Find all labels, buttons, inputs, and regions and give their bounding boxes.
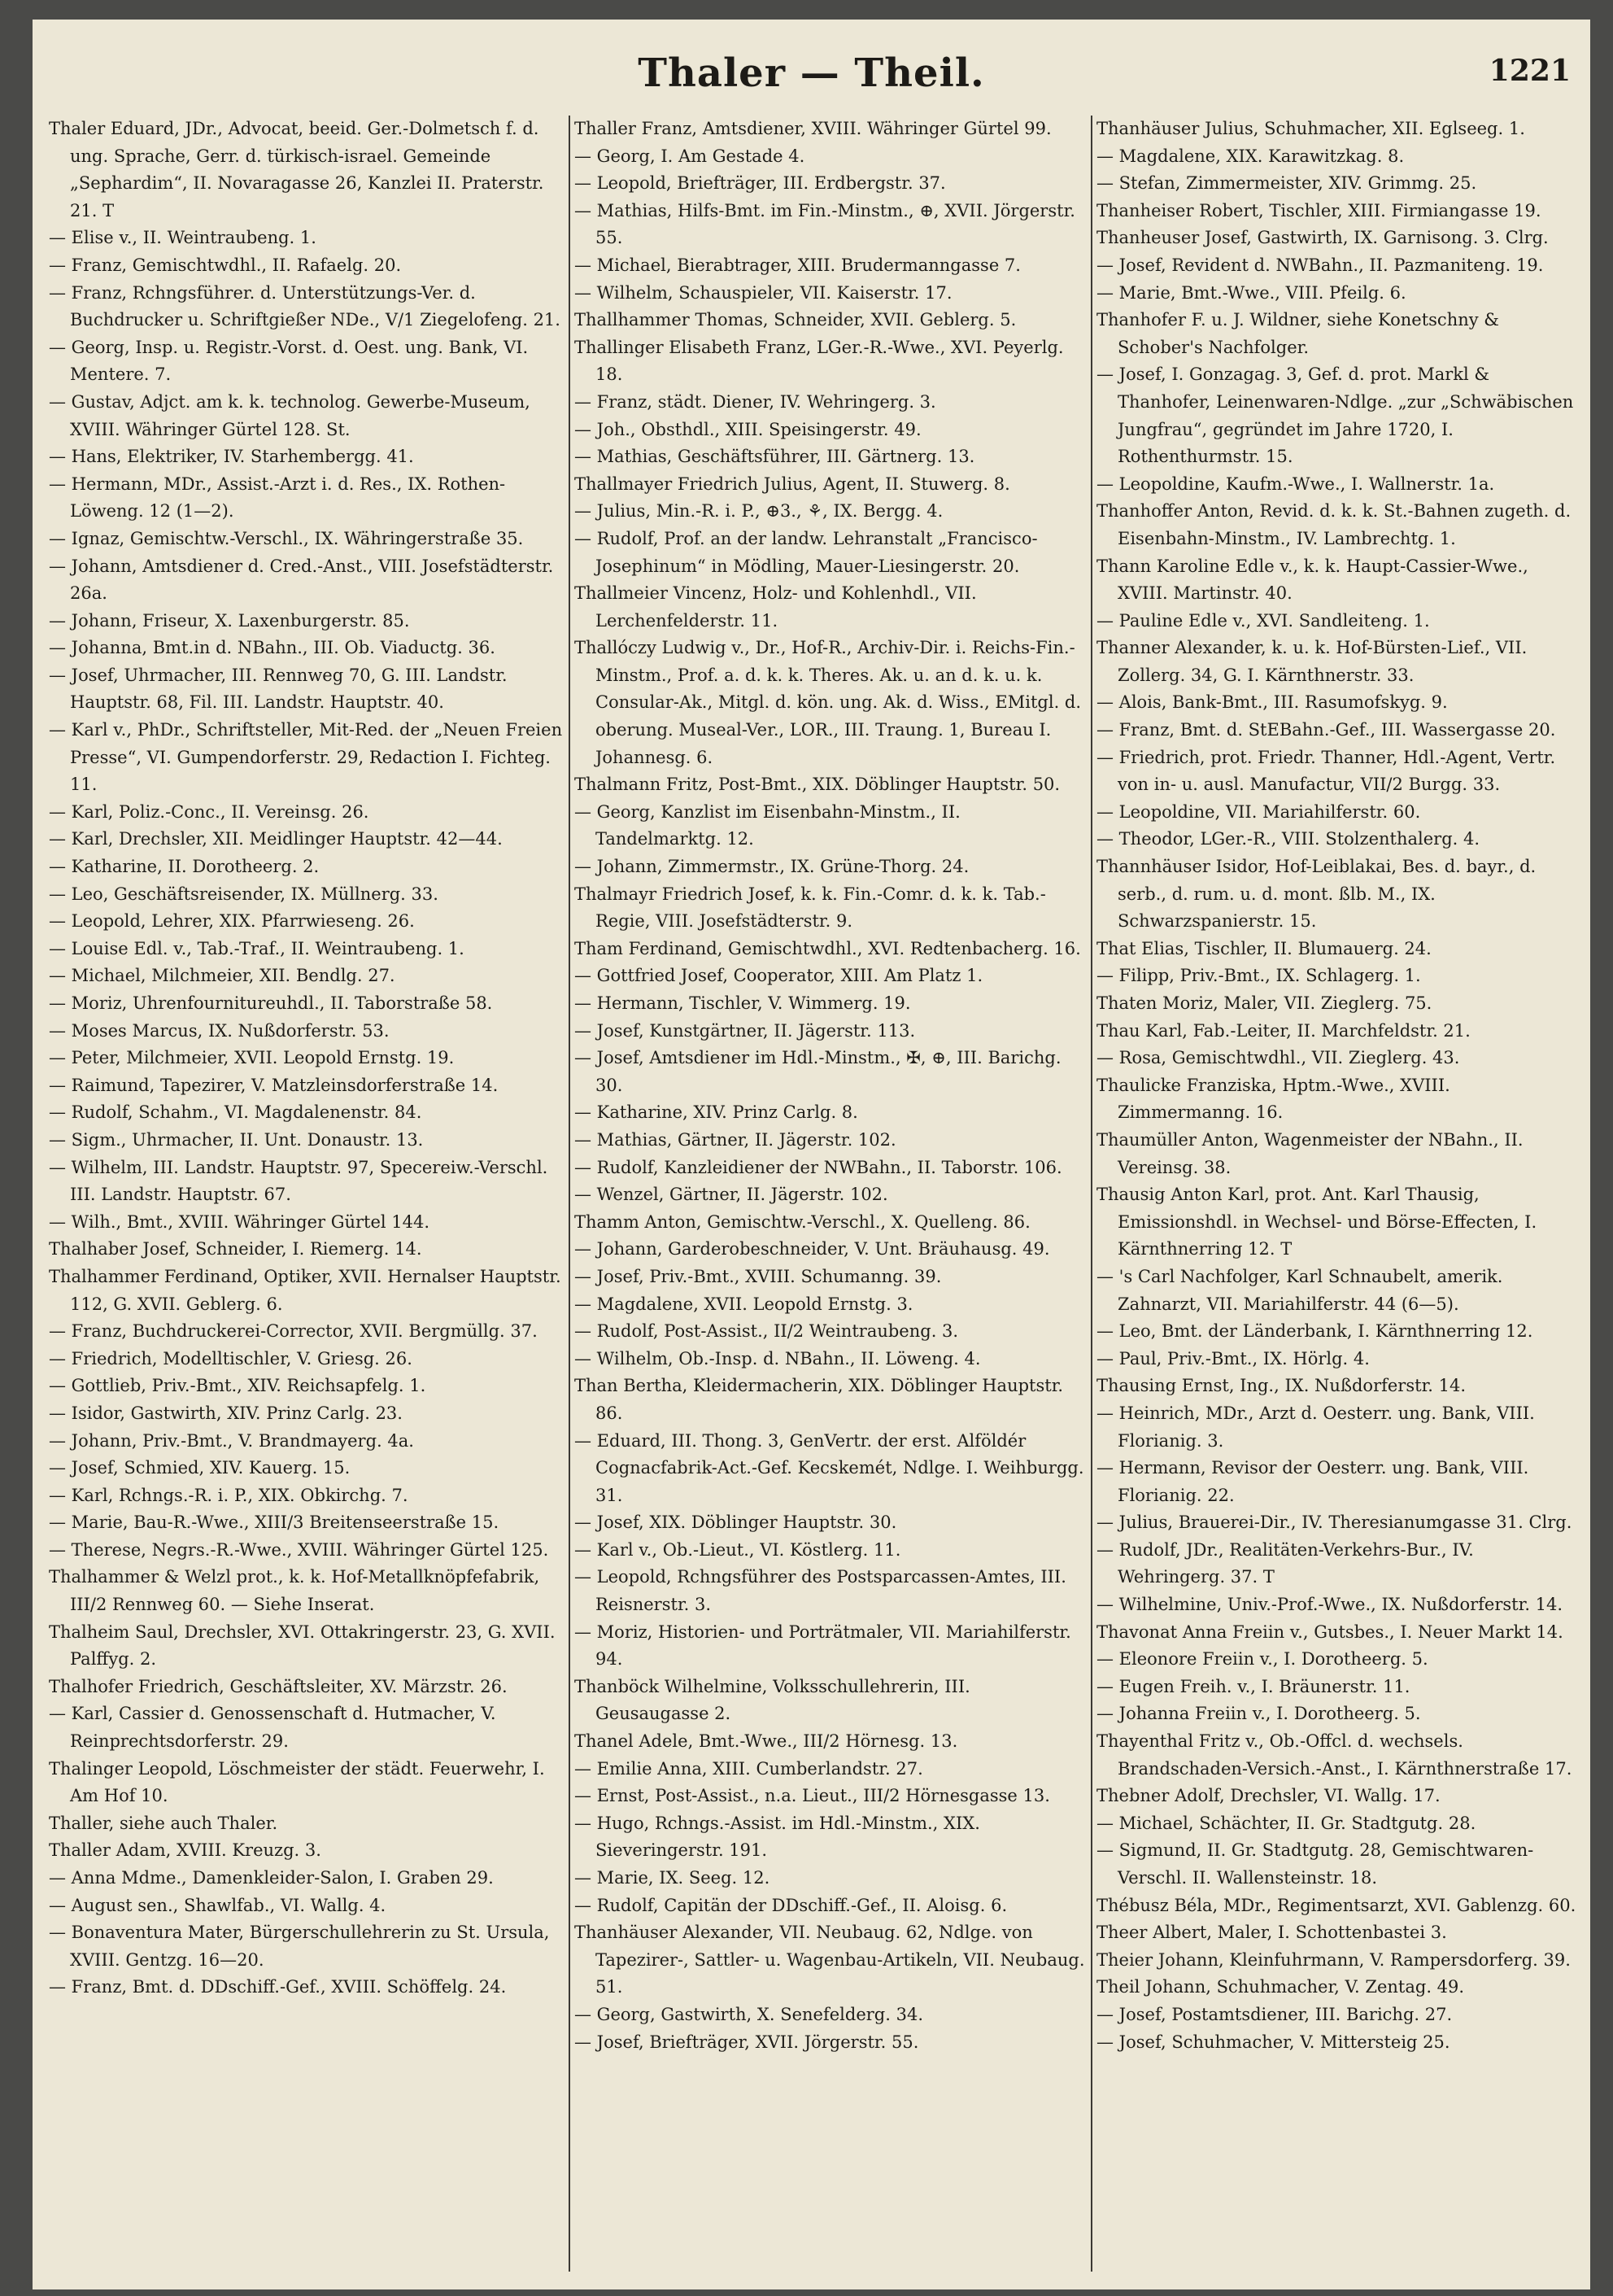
directory-entry: — Karl, Cassier d. Genossenschaft d. Hutmacher, V. Reinprechtsdorferstr. 29.	[49, 1704, 496, 1752]
directory-entry: — Sigmund, II. Gr. Stadtgutg. 28, Gemischtwaren-Verschl. II. Wallensteinstr. 18.	[1096, 1840, 1534, 1888]
directory-entry: — Josef, Kunstgärtner, II. Jägerstr. 113.	[574, 1020, 916, 1041]
directory-entry: — Joh., Obsthdl., XIII. Speisingerstr. 49.	[574, 419, 922, 439]
directory-entry: — Marie, IX. Seeg. 12.	[574, 1868, 770, 1888]
directory-entry: — Johann, Amtsdiener d. Cred.-Anst., VIII. Josefstädterstr. 26a.	[49, 556, 554, 604]
directory-entry: — Anna Mdme., Damenkleider-Salon, I. Graben 29.	[49, 1868, 494, 1888]
directory-entry: Thaller Franz, Amtsdiener, XVIII. Währinger Gürtel 99.	[574, 119, 1052, 138]
directory-entry: — Leo, Geschäftsreisender, IX. Müllnerg. 33.	[49, 884, 438, 904]
directory-entry: — Leo, Bmt. der Länderbank, I. Kärnthnerring 12.	[1096, 1321, 1533, 1342]
directory-entry: — Karl v., PhDr., Schriftsteller, Mit-Red. der „Neuen Freien Presse“, VI. Gumpendorferstr. 29, Redaction I. Fichteg. 11.	[49, 720, 563, 795]
directory-entry: Thalmann Fritz, Post-Bmt., XIX. Döblinger Hauptstr. 50.	[574, 775, 1061, 795]
directory-entry: Thanel Adele, Bmt.-Wwe., III/2 Hörnesg. 13.	[574, 1731, 958, 1752]
directory-entry: Thalheim Saul, Drechsler, XVI. Ottakringerstr. 23, G. XVII. Palffyg. 2.	[49, 1622, 556, 1670]
directory-entry: — Hans, Elektriker, IV. Starhembergg. 41.	[49, 447, 414, 467]
directory-entry: Thalinger Leopold, Löschmeister der städt. Feuerwehr, I. Am Hof 10.	[49, 1758, 545, 1806]
directory-entry: — Johann, Priv.-Bmt., V. Brandmayerg. 4a.	[49, 1430, 414, 1451]
directory-entry: Thanhofer F. u. J. Wildner, siehe Konetschny & Schober's Nachfolger.	[1096, 310, 1499, 357]
directory-entry: Thalhofer Friedrich, Geschäftsleiter, XV. Märzstr. 26.	[49, 1676, 508, 1696]
directory-column-3	[1096, 116, 1576, 2280]
directory-entry: — Georg, Insp. u. Registr.-Vorst. d. Oest. ung. Bank, VI. Mentere. 7.	[49, 337, 529, 385]
directory-entry: Thau Karl, Fab.-Leiter, II. Marchfeldstr. 21.	[1096, 1020, 1471, 1041]
directory-entry: — Wilhelm, III. Landstr. Hauptstr. 97, Specereiw.-Verschl. III. Landstr. Hauptstr. 67.	[49, 1157, 548, 1205]
directory-entry: — Isidor, Gastwirth, XIV. Prinz Carlg. 23.	[49, 1403, 403, 1423]
directory-entry: Thallmayer Friedrich Julius, Agent, II. Stuwerg. 8.	[574, 474, 1010, 494]
directory-entry: — Franz, Buchdruckerei-Corrector, XVII. Bergmüllg. 37.	[49, 1321, 538, 1342]
directory-entry: — Mathias, Gärtner, II. Jägerstr. 102.	[574, 1129, 896, 1150]
directory-entry: — Katharine, XIV. Prinz Carlg. 8.	[574, 1102, 858, 1123]
directory-entry: — Josef, Priv.-Bmt., XVIII. Schumanng. 39.	[574, 1266, 942, 1286]
column-divider	[569, 116, 570, 2272]
directory-entry: Theil Johann, Schuhmacher, V. Zentag. 49.	[1096, 1977, 1465, 1997]
directory-entry: — Johann, Zimmermstr., IX. Grüne-Thorg. 24.	[574, 857, 970, 877]
directory-entry: — Josef, Revident d. NWBahn., II. Pazmaniteng. 19.	[1096, 255, 1544, 275]
directory-entry: Thanhäuser Alexander, VII. Neubaug. 62, Ndlge. von Tapezirer-, Sattler- u. Wagenbau-Artikeln, VII. Neubaug. 51.	[574, 1923, 1085, 1997]
directory-entry: — Julius, Brauerei-Dir., IV. Theresianumgasse 31. Clrg.	[1096, 1512, 1572, 1533]
directory-entry: — Moriz, Uhrenfournitureuhdl., II. Taborstraße 58.	[49, 993, 493, 1013]
directory-entry: — Rudolf, Post-Assist., II/2 Weintraubeng. 3.	[574, 1321, 959, 1342]
directory-entry: — Johann, Friseur, X. Laxenburgerstr. 85.	[49, 610, 410, 631]
directory-entry: — Franz, städt. Diener, IV. Wehringerg. 3.	[574, 391, 936, 412]
directory-entry: — Emilie Anna, XIII. Cumberlandstr. 27.	[574, 1758, 923, 1779]
directory-entry: — Hermann, Revisor der Oesterr. ung. Bank, VIII. Florianig. 22.	[1096, 1458, 1529, 1505]
directory-entry: That Elias, Tischler, II. Blumauerg. 24.	[1096, 938, 1432, 958]
directory-entry: Thanner Alexander, k. u. k. Hof-Bürsten-Lief., VII. Zollerg. 34, G. I. Kärnthnerstr. 33.	[1096, 638, 1528, 685]
directory-entry: — Hermann, MDr., Assist.-Arzt i. d. Res., IX. Rothen-Löweng. 12 (1—2).	[49, 474, 506, 522]
directory-entry: — Wilhelm, Schauspieler, VII. Kaiserstr. 17.	[574, 282, 953, 303]
directory-entry: — 's Carl Nachfolger, Karl Schnaubelt, amerik. Zahnarzt, VII. Mariahilferstr. 44 (6—5).	[1096, 1266, 1503, 1314]
directory-entry: — Wenzel, Gärtner, II. Jägerstr. 102.	[574, 1185, 888, 1205]
directory-entry: Thallóczy Ludwig v., Dr., Hof-R., Archiv-Dir. i. Reichs-Fin.-Minstm., Prof. a. d. k. k. Theres. Ak. u. an d. k. u. k. Consular-Ak., Mitgl. d. kön. ung. Ak. d. Wiss., EMitgl. d. oberung. Museal-Ver., LOR., III. Traung. 1, Bureau I. Johannesg. 6.	[574, 638, 1082, 767]
directory-entry: Thaller, siehe auch Thaler.	[49, 1813, 278, 1833]
directory-entry: Thalhammer Ferdinand, Optiker, XVII. Hernalser Hauptstr. 112, G. XVII. Geblerg. 6.	[49, 1266, 561, 1314]
directory-entry: — Josef, I. Gonzagag. 3, Gef. d. prot. Markl & Thanhofer, Leinenwaren-Ndlge. „zur „Schwäbischen Jungfrau“, gegründet im Jahre 1720, I. Rothenthurmstr. 15.	[1096, 364, 1574, 467]
directory-entry: — Wilhelm, Ob.-Insp. d. NBahn., II. Löweng. 4.	[574, 1348, 981, 1368]
directory-entry: — Josef, XIX. Döblinger Hauptstr. 30.	[574, 1512, 897, 1533]
directory-entry: — Louise Edl. v., Tab.-Traf., II. Weintraubeng. 1.	[49, 938, 464, 958]
directory-entry: — Julius, Min.-R. i. P., ⊕3., ⚘, IX. Bergg. 4.	[574, 501, 944, 522]
directory-entry: — Elise v., II. Weintraubeng. 1.	[49, 228, 316, 248]
directory-entry: Thalmayr Friedrich Josef, k. k. Fin.-Comr. d. k. k. Tab.-Regie, VIII. Josefstädterstr. 9.	[574, 884, 1046, 932]
directory-entry: — Moses Marcus, IX. Nußdorferstr. 53.	[49, 1020, 390, 1041]
directory-entry: Thayenthal Fritz v., Ob.-Offcl. d. wechsels. Brandschaden-Versich.-Anst., I. Kärnthnerstraße 17.	[1096, 1731, 1572, 1779]
directory-entry: Thebner Adolf, Drechsler, VI. Wallg. 17.	[1096, 1786, 1441, 1806]
page-header	[33, 42, 1590, 112]
directory-entry: — Franz, Rchngsführer. d. Unterstützungs-Ver. d. Buchdrucker u. Schriftgießer NDe., V/1 Ziegelofeng. 21.	[49, 282, 560, 330]
directory-entry: — Franz, Bmt. d. DDschiff.-Gef., XVIII. Schöffelg. 24.	[49, 1977, 507, 1997]
directory-entry: Thausig Anton Karl, prot. Ant. Karl Thausig, Emissionshdl. in Wechsel- und Börse-Effecten, I. Kärnthnerring 12. T	[1096, 1185, 1537, 1259]
directory-entry: Thanhoffer Anton, Revid. d. k. k. St.-Bahnen zugeth. d. Eisenbahn-Minstm., IV. Lambrechtg. 1.	[1096, 501, 1572, 548]
directory-entry: — Ernst, Post-Assist., n.a. Lieut., III/2 Hörnesgasse 13.	[574, 1786, 1050, 1806]
directory-entry: — Leopoldine, VII. Mariahilferstr. 60.	[1096, 801, 1421, 822]
directory-entry: — Wilh., Bmt., XVIII. Währinger Gürtel 144.	[49, 1211, 430, 1232]
directory-entry: — Karl, Poliz.-Conc., II. Vereinsg. 26.	[49, 801, 369, 822]
directory-entry: — Stefan, Zimmermeister, XIV. Grimmg. 25.	[1096, 173, 1477, 194]
directory-entry: — Johann, Garderobeschneider, V. Unt. Bräuhausg. 49.	[574, 1239, 1050, 1259]
directory-entry: — Pauline Edle v., XVI. Sandleiteng. 1.	[1096, 610, 1430, 631]
directory-entry: — Rudolf, Schahm., VI. Magdalenenstr. 84.	[49, 1102, 422, 1123]
directory-entry: — Franz, Gemischtwdhl., II. Rafaelg. 20.	[49, 255, 402, 275]
directory-entry: Theier Johann, Kleinfuhrmann, V. Rampersdorferg. 39.	[1096, 1949, 1571, 1970]
directory-entry: — Gustav, Adjct. am k. k. technolog. Gewerbe-Museum, XVIII. Währinger Gürtel 128. St.	[49, 391, 530, 439]
directory-entry: Thanhäuser Julius, Schuhmacher, XII. Eglseeg. 1.	[1096, 119, 1525, 138]
directory-entry: — Franz, Bmt. d. StEBahn.-Gef., III. Wassergasse 20.	[1096, 720, 1556, 740]
directory-entry: — Johanna, Bmt.in d. NBahn., III. Ob. Viaductg. 36.	[49, 638, 495, 658]
directory-entry: — Eugen Freih. v., I. Bräunerstr. 11.	[1096, 1676, 1410, 1696]
directory-entry: — Hermann, Tischler, V. Wimmerg. 19.	[574, 993, 911, 1013]
directory-entry: — Michael, Milchmeier, XII. Bendlg. 27.	[49, 966, 395, 986]
column-divider	[1091, 116, 1092, 2272]
directory-entry: — Therese, Negrs.-R.-Wwe., XVIII. Währinger Gürtel 125.	[49, 1539, 549, 1560]
directory-entry: — Marie, Bau-R.-Wwe., XIII/3 Breitenseerstraße 15.	[49, 1512, 499, 1533]
directory-entry: — Karl, Rchngs.-R. i. P., XIX. Obkirchg. 7.	[49, 1485, 408, 1505]
directory-entry: — Leopold, Lehrer, XIX. Pfarrwieseng. 26.	[49, 911, 415, 932]
directory-entry: Thallinger Elisabeth Franz, LGer.-R.-Wwe., XVI. Peyerlg. 18.	[574, 337, 1064, 385]
directory-entry: Thanböck Wilhelmine, Volksschullehrerin, III. Geusaugasse 2.	[574, 1676, 970, 1724]
directory-entry: — Rudolf, Kanzleidiener der NWBahn., II. Taborstr. 106.	[574, 1157, 1062, 1177]
directory-column-1	[49, 116, 566, 2280]
directory-entry: — Josef, Uhrmacher, III. Rennweg 70, G. III. Landstr. Hauptstr. 68, Fil. III. Landstr. Hauptstr. 40.	[49, 665, 508, 713]
directory-entry: Thann Karoline Edle v., k. k. Haupt-Cassier-Wwe., XVIII. Martinstr. 40.	[1096, 556, 1528, 604]
directory-entry: Thalhammer & Welzl prot., k. k. Hof-Metallknöpfefabrik, III/2 Rennweg 60. — Siehe Inserat.	[49, 1567, 540, 1615]
directory-entry: — Eleonore Freiin v., I. Dorotheerg. 5.	[1096, 1649, 1428, 1670]
directory-entry: Thanheuser Josef, Gastwirth, IX. Garnisong. 3. Clrg.	[1096, 228, 1549, 248]
directory-entry: — Josef, Postamtsdiener, III. Barichg. 27.	[1096, 2004, 1453, 2024]
directory-entry: — Karl v., Ob.-Lieut., VI. Köstlerg. 11.	[574, 1539, 901, 1560]
directory-entry: — Georg, Kanzlist im Eisenbahn-Minstm., II. Tandelmarktg. 12.	[574, 801, 961, 849]
directory-entry: — Johanna Freiin v., I. Dorotheerg. 5.	[1096, 1704, 1421, 1724]
directory-entry: — Heinrich, MDr., Arzt d. Oesterr. ung. Bank, VIII. Florianig. 3.	[1096, 1403, 1535, 1451]
directory-entry: Thaler Eduard, JDr., Advocat, beeid. Ger.-Dolmetsch f. d. ung. Sprache, Gerr. d. türkisch-israel. Gemeinde „Sephardim“, II. Novaragasse 26, Kanzlei II. Praterstr. 21. T	[49, 119, 544, 220]
directory-entry: — Josef, Schuhmacher, V. Mittersteig 25.	[1096, 2032, 1450, 2052]
directory-entry: — Paul, Priv.-Bmt., IX. Hörlg. 4.	[1096, 1348, 1370, 1368]
directory-entry: — Filipp, Priv.-Bmt., IX. Schlagerg. 1.	[1096, 966, 1421, 986]
directory-entry: Than Bertha, Kleidermacherin, XIX. Döblinger Hauptstr. 86.	[574, 1376, 1064, 1423]
directory-entry: — Rudolf, Prof. an der landw. Lehranstalt „Francisco-Josephinum“ in Mödling, Mauer-Liesingerstr. 20.	[574, 528, 1038, 576]
directory-entry: — Friedrich, prot. Friedr. Thanner, Hdl.-Agent, Vertr. von in- u. ausl. Manufactur, VII/2 Burgg. 33.	[1096, 747, 1556, 795]
directory-entry: Thaten Moriz, Maler, VII. Zieglerg. 75.	[1096, 993, 1432, 1013]
directory-entry: — Michael, Bierabtrager, XIII. Brudermanngasse 7.	[574, 255, 1021, 275]
directory-entry: — Raimund, Tapezirer, V. Matzleinsdorferstraße 14.	[49, 1075, 499, 1095]
directory-entry: Thallmeier Vincenz, Holz- und Kohlenhdl., VII. Lerchenfelderstr. 11.	[574, 583, 977, 631]
directory-entry: — Magdalene, XVII. Leopold Ernstg. 3.	[574, 1294, 913, 1314]
directory-entry: Thamm Anton, Gemischtw.-Verschl., X. Quelleng. 86.	[574, 1211, 1031, 1232]
directory-entry: Thallhammer Thomas, Schneider, XVII. Geblerg. 5.	[574, 310, 1017, 330]
directory-entry: — Peter, Milchmeier, XVII. Leopold Ernstg. 19.	[49, 1048, 455, 1068]
directory-entry: Tham Ferdinand, Gemischtwdhl., XVI. Redtenbacherg. 16.	[574, 938, 1081, 958]
directory-entry: Thébusz Béla, MDr., Regimentsarzt, XVI. Gablenzg. 60.	[1096, 1895, 1576, 1915]
directory-entry: — Hugo, Rchngs.-Assist. im Hdl.-Minstm., XIX. Sieveringerstr. 191.	[574, 1813, 980, 1861]
directory-entry: Theer Albert, Maler, I. Schottenbastei 3.	[1096, 1923, 1447, 1943]
directory-entry: — Gottlieb, Priv.-Bmt., XIV. Reichsapfelg. 1.	[49, 1376, 426, 1396]
directory-entry: — Sigm., Uhrmacher, II. Unt. Donaustr. 13.	[49, 1129, 424, 1150]
directory-entry: — Katharine, II. Dorotheerg. 2.	[49, 857, 320, 877]
directory-entry: Thausing Ernst, Ing., IX. Nußdorferstr. 14.	[1096, 1376, 1467, 1396]
directory-entry: — Mathias, Geschäftsführer, III. Gärtnerg. 13.	[574, 447, 975, 467]
directory-entry: — Rudolf, Capitän der DDschiff.-Gef., II. Aloisg. 6.	[574, 1895, 1008, 1915]
directory-entry: Thaller Adam, XVIII. Kreuzg. 3.	[49, 1840, 321, 1861]
directory-entry: — Josef, Amtsdiener im Hdl.-Minstm., ✠, ⊕, III. Barichg. 30.	[574, 1048, 1062, 1095]
page-title: Thaler — Theil.	[638, 50, 985, 96]
directory-entry: — Rosa, Gemischtwdhl., VII. Zieglerg. 43.	[1096, 1048, 1460, 1068]
directory-entry: Thalhaber Josef, Schneider, I. Riemerg. 14.	[49, 1239, 422, 1259]
directory-column-2	[574, 116, 1088, 2280]
directory-entry: — Eduard, III. Thong. 3, GenVertr. der erst. Alföldér Cognacfabrik-Act.-Gef. Kecskemét, Ndlge. I. Weihburgg. 31.	[574, 1430, 1084, 1505]
directory-entry: — Georg, I. Am Gestade 4.	[574, 146, 805, 166]
directory-page	[33, 20, 1590, 2289]
directory-entry: Thaumüller Anton, Wagenmeister der NBahn., II. Vereinsg. 38.	[1096, 1129, 1524, 1177]
directory-entry: — Georg, Gastwirth, X. Senefelderg. 34.	[574, 2004, 923, 2024]
directory-entry: — Rudolf, JDr., Realitäten-Verkehrs-Bur., IV. Wehringerg. 37. T	[1096, 1539, 1474, 1587]
directory-entry: Thaulicke Franziska, Hptm.-Wwe., XVIII. Zimmermanng. 16.	[1096, 1075, 1450, 1123]
directory-entry: — Moriz, Historien- und Porträtmaler, VII. Mariahilferstr. 94.	[574, 1622, 1071, 1670]
directory-entry: — Leopold, Briefträger, III. Erdbergstr. 37.	[574, 173, 946, 194]
directory-entry: — Mathias, Hilfs-Bmt. im Fin.-Minstm., ⊕, XVII. Jörgerstr. 55.	[574, 200, 1075, 248]
directory-entry: — Ignaz, Gemischtw.-Verschl., IX. Währingerstraße 35.	[49, 528, 524, 548]
directory-entry: — Friedrich, Modelltischler, V. Griesg. 26.	[49, 1348, 412, 1368]
directory-entry: — Alois, Bank-Bmt., III. Rasumofskyg. 9.	[1096, 692, 1448, 713]
directory-entry: — Josef, Briefträger, XVII. Jörgerstr. 55.	[574, 2032, 919, 2052]
directory-entry: — Wilhelmine, Univ.-Prof.-Wwe., IX. Nußdorferstr. 14.	[1096, 1595, 1563, 1615]
page-number: 1221	[1489, 54, 1571, 88]
directory-entry: — Leopoldine, Kaufm.-Wwe., I. Wallnerstr. 1a.	[1096, 474, 1495, 494]
directory-entry: — Marie, Bmt.-Wwe., VIII. Pfeilg. 6.	[1096, 282, 1406, 303]
directory-entry: — Leopold, Rchngsführer des Postsparcassen-Amtes, III. Reisnerstr. 3.	[574, 1567, 1066, 1615]
directory-entry: — Theodor, LGer.-R., VIII. Stolzenthalerg. 4.	[1096, 829, 1480, 849]
directory-entry: — August sen., Shawlfab., VI. Wallg. 4.	[49, 1895, 386, 1915]
directory-entry: — Josef, Schmied, XIV. Kauerg. 15.	[49, 1458, 351, 1478]
directory-entry: — Magdalene, XIX. Karawitzkag. 8.	[1096, 146, 1405, 166]
directory-entry: Thanheiser Robert, Tischler, XIII. Firmiangasse 19.	[1096, 200, 1541, 220]
directory-entry: Thavonat Anna Freiin v., Gutsbes., I. Neuer Markt 14.	[1096, 1622, 1563, 1642]
directory-entry: — Michael, Schächter, II. Gr. Stadtgutg. 28.	[1096, 1813, 1476, 1833]
directory-entry: — Karl, Drechsler, XII. Meidlinger Hauptstr. 42—44.	[49, 829, 503, 849]
directory-entry: — Bonaventura Mater, Bürgerschullehrerin zu St. Ursula, XVIII. Gentzg. 16—20.	[49, 1923, 550, 1970]
directory-entry: Thannhäuser Isidor, Hof-Leiblakai, Bes. d. bayr., d. serb., d. rum. u. d. mont. ßlb. M., IX. Schwarzspanierstr. 15.	[1096, 857, 1537, 932]
directory-entry: — Gottfried Josef, Cooperator, XIII. Am Platz 1.	[574, 966, 983, 986]
